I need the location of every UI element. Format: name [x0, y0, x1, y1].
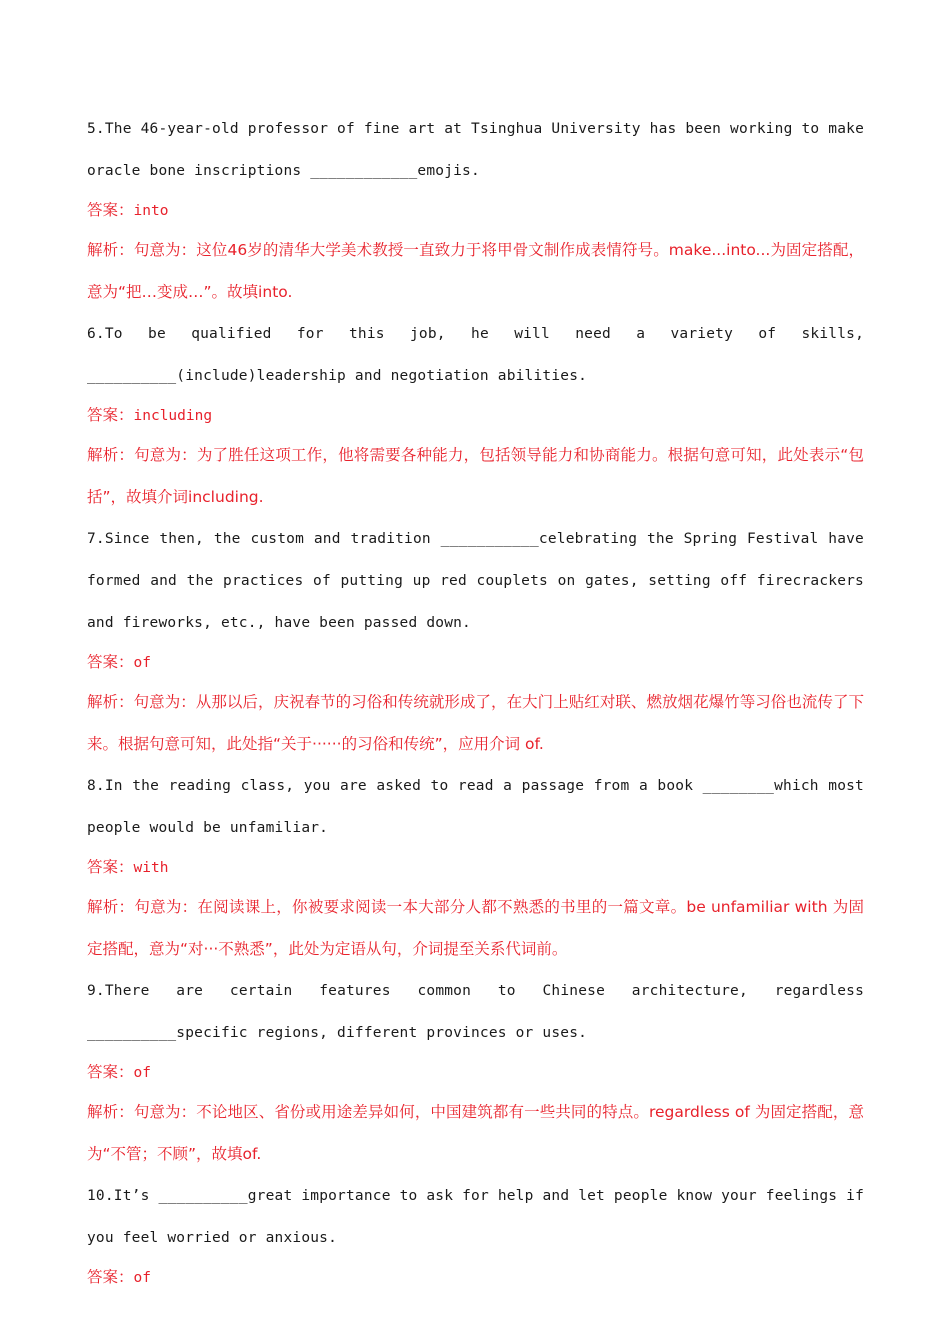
answer-label: 答案： — [87, 1268, 134, 1286]
answer-line — [87, 644, 864, 681]
answer-line — [87, 849, 864, 886]
answer-label: 答案： — [87, 201, 134, 219]
answer-line — [87, 1054, 864, 1091]
explanation-text: 解析：句意为：在阅读课上，你被要求阅读一本大部分人都不熟悉的书里的一篇文章。be unfamiliar with 为固定搭配，意为“对···不熟悉”，此处为定语从句，介词提至关系代词前。 — [87, 898, 864, 958]
answer-value: of — [133, 1065, 151, 1081]
explanation-text: 解析：句意为：从那以后，庆祝春节的习俗和传统就形成了，在大门上贴红对联、燃放烟花爆竹等习俗也流传了下来。根据句意可知，此处指“关于······的习俗和传统”，应用介词 of. — [87, 693, 864, 753]
question-text: 9.There are certain features common to Chinese architecture, regardless __________specific regions, different provinces or uses. — [87, 983, 864, 1041]
answer-line — [87, 1259, 864, 1296]
question-text: 10.It’s __________great importance to ask for help and let people know your feelings if you feel worried or anxious. — [87, 1188, 864, 1246]
answer-label: 答案： — [87, 406, 134, 424]
question-6 — [87, 313, 864, 518]
answer-label: 答案： — [87, 1063, 134, 1081]
answer-label: 答案： — [87, 653, 134, 671]
question-text: 7.Since then, the custom and tradition ___________celebrating the Spring Festival have formed and the practices of putting up red couplets on gates, setting off firecrackers and fireworks, etc., have been passed down. — [87, 531, 864, 631]
answer-value: of — [133, 1270, 151, 1286]
answer-value: with — [133, 860, 169, 876]
answer-line — [87, 397, 864, 434]
question-text: 6.To be qualified for this job, he will need a variety of skills, __________(include)leadership and negotiation abilities. — [87, 326, 864, 384]
exercise-page — [87, 108, 864, 1296]
question-text: 8.In the reading class, you are asked to read a passage from a book ________which most people would be unfamiliar. — [87, 778, 864, 836]
question-5 — [87, 108, 864, 313]
explanation-text: 解析：句意为：不论地区、省份或用途差异如何，中国建筑都有一些共同的特点。regardless of 为固定搭配，意为“不管；不顾”，故填of. — [87, 1103, 864, 1163]
explanation-text: 解析：句意为：为了胜任这项工作，他将需要各种能力，包括领导能力和协商能力。根据句意可知，此处表示“包括”，故填介词including. — [87, 446, 864, 506]
answer-value: of — [133, 655, 151, 671]
question-8 — [87, 765, 864, 970]
answer-line — [87, 192, 864, 229]
explanation-text: 解析：句意为：这位46岁的清华大学美术教授一直致力于将甲骨文制作成表情符号。make...into...为固定搭配，意为“把…变成…”。故填into. — [87, 241, 864, 301]
question-9 — [87, 970, 864, 1175]
question-7 — [87, 518, 864, 765]
question-text: 5.The 46-year-old professor of fine art at Tsinghua University has been working to make oracle bone inscriptions ____________emojis. — [87, 121, 864, 179]
question-10 — [87, 1175, 864, 1296]
answer-value: into — [133, 203, 169, 219]
answer-value: including — [133, 408, 213, 424]
answer-label: 答案： — [87, 858, 134, 876]
